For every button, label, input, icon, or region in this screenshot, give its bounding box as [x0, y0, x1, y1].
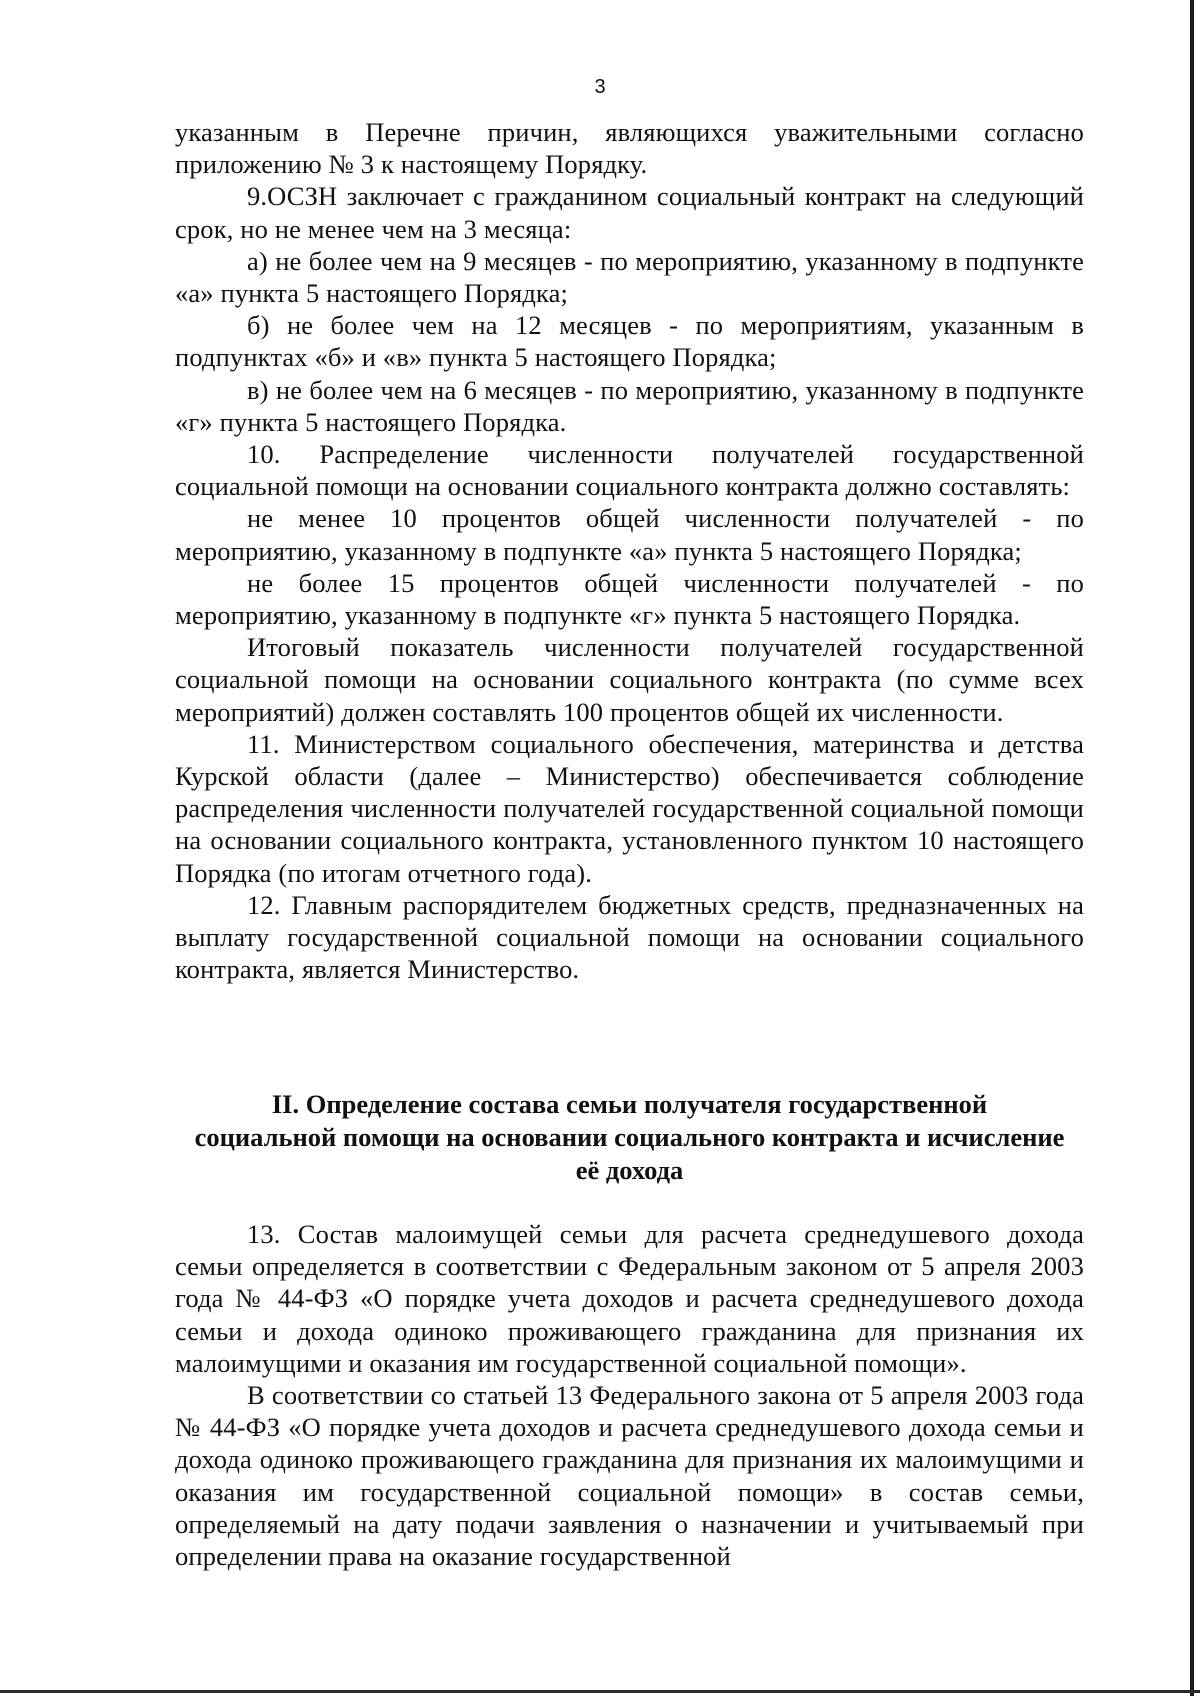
scan-edge-bottom [0, 1690, 1200, 1693]
paragraph-item-10-total: Итоговый показатель численности получателей государственной социальной помощи на основании социального контракта (по сумме всех мероприятий) должен составлять 100 процентов общей их численности. [175, 632, 1084, 727]
paragraph-article-13: В соответствии со статьей 13 Федерального закона от 5 апреля 2003 года № 44-ФЗ «О порядке учета доходов и расчета среднедушевого дохода семьи и дохода одиноко проживающего гражданина для признания их малоимущими и оказания им государственной социальной помощи» в состав семьи, определяемый на дату подачи заявления о назначении и учитываемый при определении права на оказание государственной [175, 1380, 1084, 1572]
page-number: 3 [594, 76, 606, 98]
paragraph-continuation: указанным в Перечне причин, являющихся уважительными согласно приложению № 3 к настоящему Порядку. [175, 117, 1084, 180]
paragraph-subitem-b: б) не более чем на 12 месяцев - по мероприятиям, указанным в подпунктах «б» и «в» пункта 5 настоящего Порядка; [175, 310, 1084, 373]
paragraph-item-11: 11. Министерством социального обеспечения, материнства и детства Курской области (далее – Министерство) обеспечивается соблюдение распределения численности получателей государственной социальной помощи на основании социального контракта, установленного пунктом 10 настоящего Порядка (по итогам отчетного года). [175, 728, 1084, 888]
paragraph-item-10: 10. Распределение численности получателей государственной социальной помощи на основании социального контракта должно составлять: [175, 439, 1084, 502]
section-heading [175, 1088, 1084, 1187]
document-body-top [175, 116, 1084, 985]
paragraph-item-10-max: не более 15 процентов общей численности получателей - по мероприятию, указанному в подпункте «г» пункта 5 настоящего Порядка. [175, 567, 1084, 631]
document-body-bottom [175, 1218, 1084, 1572]
section-heading-line: её дохода [575, 1155, 684, 1185]
paragraph-subitem-a: а) не более чем на 9 месяцев - по мероприятию, указанному в подпункте «а» пункта 5 настоящего Порядка; [175, 245, 1084, 309]
paragraph-item-10-min: не менее 10 процентов общей численности получателей - по мероприятию, указанному в подпункте «а» пункта 5 настоящего Порядка; [175, 503, 1084, 566]
paragraph-item-13: 13. Состав малоимущей семьи для расчета среднедушевого дохода семьи определяется в соответствии с Федеральным законом от 5 апреля 2003 года № 44-ФЗ «О порядке учета доходов и расчета среднедушевого дохода семьи и дохода одиноко проживающего гражданина для признания их малоимущими и оказания им государственной социальной помощи». [175, 1219, 1084, 1378]
section-heading-line: социальной помощи на основании социального контракта и исчисление [194, 1122, 1065, 1152]
paragraph-subitem-v: в) не более чем на 6 месяцев - по мероприятию, указанному в подпункте «г» пункта 5 настоящего Порядка. [175, 374, 1084, 437]
paragraph-item-12: 12. Главным распорядителем бюджетных средств, предназначенных на выплату государственной социальной помощи на основании социального контракта, является Министерство. [175, 889, 1084, 985]
scan-edge-right [1190, 0, 1194, 1696]
section-heading-line: II. Определение состава семьи получателя государственной [271, 1089, 988, 1119]
paragraph-item-9: 9.ОСЗН заключает с гражданином социальный контракт на следующий срок, но не менее чем на 3 месяца: [175, 181, 1084, 244]
